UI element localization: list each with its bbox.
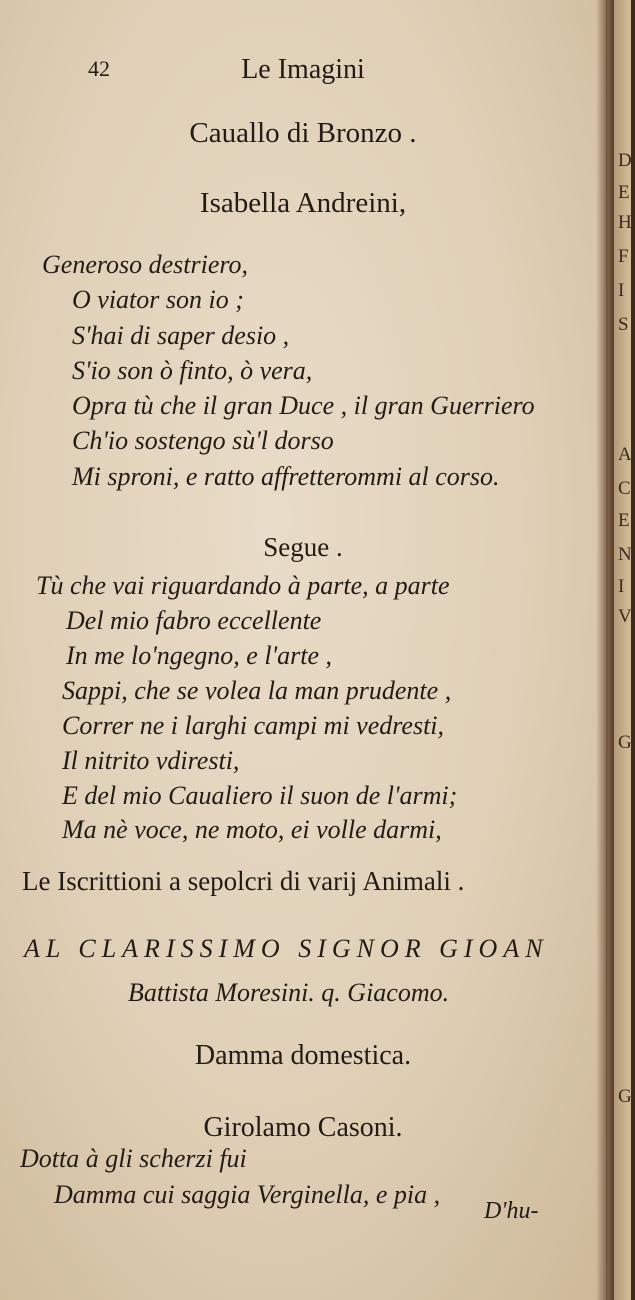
next-page-fragment: G [618,732,632,753]
verse-line: Correr ne i larghi campi mi vedresti, [62,711,445,740]
next-page-fragment: G [618,1086,632,1107]
segue-heading: Segue . [263,532,343,562]
verse-line: E del mio Caualiero il suon de l'armi; [62,781,458,810]
verse-line: Ma nè voce, ne moto, ei volle darmi, [62,815,442,844]
next-page-fragment: D' [618,150,635,171]
next-page-fragment: E [618,510,630,531]
poem-title-damma: Damma domestica. [194,1040,412,1071]
next-page-fragment: A [618,444,632,465]
next-page-edge [614,0,635,1300]
poem-title-cavallo: Cauallo di Bronzo . [189,117,417,149]
running-head: Le Imagini [241,54,365,85]
verse-line: S'hai di saper desio , [72,321,290,350]
catchword: D'hu- [484,1198,539,1224]
page-number: 42 [88,56,110,81]
next-page-fragment: F [618,246,629,267]
verse-line: Mi sproni, e ratto affretterommi al corso. [72,462,500,491]
next-page-fragment: S [618,314,629,335]
verse-line: In me lo'ngegno, e l'arte , [66,641,333,670]
dedication-line: Battista Moresini. q. Giacomo. [128,978,450,1007]
next-page-fragment: I [618,576,625,597]
next-page-fragment: I [618,280,625,301]
verse-line: Opra tù che il gran Duce , il gran Guerriero [72,391,535,420]
next-page-fragment: H [618,212,632,233]
verse-line: Sappi, che se volea la man prudente , [62,676,452,705]
next-page-fragment: N [618,544,632,565]
dedication-line: AL CLARISSIMO SIGNOR GIOAN [24,934,549,963]
verse-line: Tù che vai riguardando à parte, a parte [36,571,450,600]
verse-line: Ch'io sostengo sù'l dorso [72,426,334,455]
next-page-fragment: C [618,478,631,499]
verse-line: Dotta à gli scherzi fui [20,1144,247,1173]
next-page-fragment: E [618,182,630,203]
next-page-fragment: V [618,606,632,627]
verse-line: Il nitrito vdiresti, [62,746,240,775]
poem-author-andreini: Isabella Andreini, [199,187,407,219]
verse-line: Del mio fabro eccellente [66,606,322,635]
poem-author-casoni: Girolamo Casoni. [203,1112,403,1143]
verse-line: S'io son ò finto, ò vera, [72,356,313,385]
verse-line: O viator son io ; [72,285,244,314]
verse-line: Generoso destriero, [42,250,249,279]
verse-line: Damma cui saggia Verginella, e pia , [54,1180,441,1209]
section-title: Le Iscrittioni a sepolcri di varij Animali . [22,866,465,896]
